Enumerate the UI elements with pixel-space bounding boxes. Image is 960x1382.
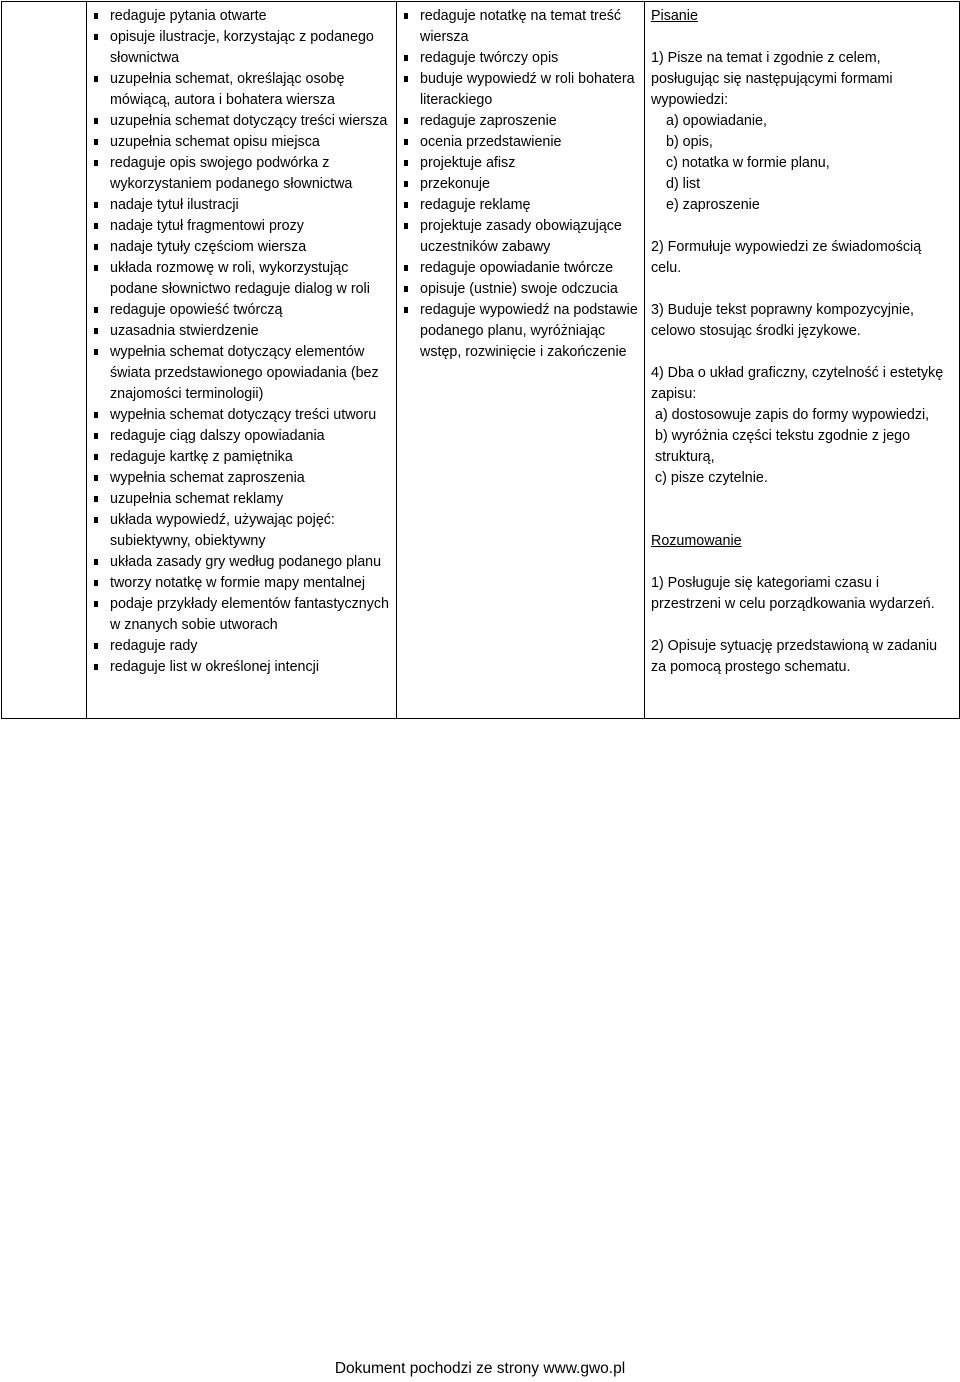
pisanie-point-4-list bbox=[651, 405, 951, 489]
rozumowanie-point-1: 1) Posługuje się kategoriami czasu i przestrzeni w celu porządkowania wydarzeń. bbox=[651, 575, 935, 612]
sub-list-item: e) zaproszenie bbox=[666, 197, 760, 213]
list-item: redaguje opowieść twórczą bbox=[110, 300, 390, 321]
list-item: uzupełnia schemat opisu miejsca bbox=[110, 132, 390, 153]
list-item: opisuje (ustnie) swoje odczucia bbox=[420, 279, 638, 300]
table-row bbox=[2, 2, 960, 719]
curriculum-table bbox=[1, 1, 960, 719]
list-item: redaguje ciąg dalszy opowiadania bbox=[110, 426, 390, 447]
sub-list-item: a) dostosowuje zapis do formy wypowiedzi, bbox=[655, 407, 930, 423]
list-item: układa wypowiedź, używając pojęć: subiektywny, obiektywny bbox=[110, 510, 390, 552]
list-item: układa zasady gry według podanego planu bbox=[110, 552, 390, 573]
list-item: redaguje kartkę z pamiętnika bbox=[110, 447, 390, 468]
rozumowanie-heading: Rozumowanie bbox=[651, 533, 742, 549]
list-item: buduje wypowiedź w roli bohatera literackiego bbox=[420, 69, 638, 111]
skills-column-a bbox=[87, 2, 397, 719]
list-item: redaguje notatkę na temat treść wiersza bbox=[420, 6, 638, 48]
list-item: uzupełnia schemat, określając osobę mówiącą, autora i bohatera wiersza bbox=[110, 69, 390, 111]
list-item: redaguje wypowiedź na podstawie podanego planu, wyróżniając wstęp, rozwinięcie i zakończenie bbox=[420, 300, 638, 363]
list-item: redaguje rady bbox=[110, 636, 390, 657]
list-item: wypełnia schemat dotyczący treści utworu bbox=[110, 405, 390, 426]
list-item: nadaje tytuły częściom wiersza bbox=[110, 237, 390, 258]
list-item: układa rozmowę w roli, wykorzystując podane słownictwo redaguje dialog w roli bbox=[110, 258, 390, 300]
skills-list-a bbox=[87, 2, 396, 678]
list-item: przekonuje bbox=[420, 174, 638, 195]
footer-source-note: Dokument pochodzi ze strony www.gwo.pl bbox=[334, 1360, 626, 1377]
list-item: nadaje tytuł ilustracji bbox=[110, 195, 390, 216]
sub-list-item: d) list bbox=[666, 176, 701, 192]
pisanie-heading: Pisanie bbox=[651, 8, 698, 24]
list-item: uzupełnia schemat dotyczący treści wiersza bbox=[110, 111, 390, 132]
sub-list-item: c) notatka w formie planu, bbox=[666, 155, 830, 171]
pisanie-point-1: 1) Pisze na temat i zgodnie z celem, posługując się następującymi formami wypowiedzi: bbox=[651, 50, 893, 108]
skills-list-b bbox=[397, 2, 644, 363]
pisanie-forms-list bbox=[651, 111, 951, 216]
sub-list-item: a) opowiadanie, bbox=[666, 113, 767, 129]
pisanie-point-4: 4) Dba o układ graficzny, czytelność i estetykę zapisu: bbox=[651, 365, 944, 402]
requirements-column bbox=[645, 2, 960, 719]
empty-column-cell bbox=[2, 2, 87, 719]
pisanie-point-3: 3) Buduje tekst poprawny kompozycyjnie, celowo stosując środki językowe. bbox=[651, 302, 915, 339]
list-item: redaguje opis swojego podwórka z wykorzystaniem podanego słownictwa bbox=[110, 153, 390, 195]
sub-list-item: b) opis, bbox=[666, 134, 713, 150]
list-item: nadaje tytuł fragmentowi prozy bbox=[110, 216, 390, 237]
list-item: projektuje zasady obowiązujące uczestników zabawy bbox=[420, 216, 638, 258]
list-item: redaguje reklamę bbox=[420, 195, 638, 216]
list-item: ocenia przedstawienie bbox=[420, 132, 638, 153]
sub-list-item: b) wyróżnia części tekstu zgodnie z jego strukturą, bbox=[655, 428, 911, 465]
list-item: redaguje zaproszenie bbox=[420, 111, 638, 132]
list-item: redaguje twórczy opis bbox=[420, 48, 638, 69]
list-item: uzupełnia schemat reklamy bbox=[110, 489, 390, 510]
list-item: redaguje opowiadanie twórcze bbox=[420, 258, 638, 279]
list-item: wypełnia schemat dotyczący elementów świata przedstawionego opowiadania (bez znajomości terminologii) bbox=[110, 342, 390, 405]
list-item: uzasadnia stwierdzenie bbox=[110, 321, 390, 342]
skills-column-b bbox=[397, 2, 645, 719]
sub-list-item: c) pisze czytelnie. bbox=[655, 470, 768, 486]
list-item: opisuje ilustracje, korzystając z podanego słownictwa bbox=[110, 27, 390, 69]
list-item: podaje przykłady elementów fantastycznych w znanych sobie utworach bbox=[110, 594, 390, 636]
pisanie-point-2: 2) Formułuje wypowiedzi ze świadomością celu. bbox=[651, 239, 922, 276]
list-item: projektuje afisz bbox=[420, 153, 638, 174]
list-item: redaguje pytania otwarte bbox=[110, 6, 390, 27]
rozumowanie-point-2: 2) Opisuje sytuację przedstawioną w zadaniu za pomocą prostego schematu. bbox=[651, 638, 938, 675]
list-item: wypełnia schemat zaproszenia bbox=[110, 468, 390, 489]
list-item: redaguje list w określonej intencji bbox=[110, 657, 390, 678]
list-item: tworzy notatkę w formie mapy mentalnej bbox=[110, 573, 390, 594]
